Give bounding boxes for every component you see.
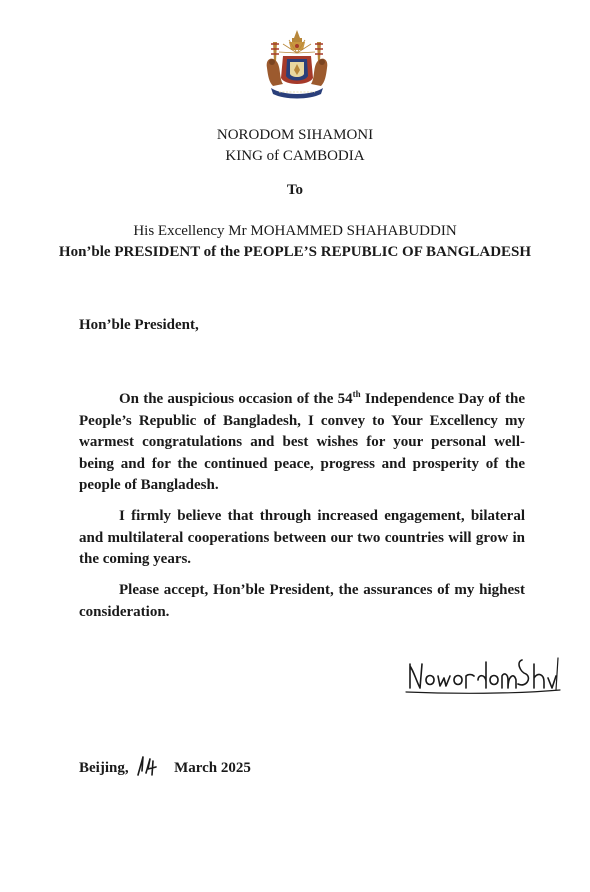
paragraph-1-start: On the auspicious occasion of the 54 <box>119 391 353 407</box>
to-label: To <box>286 182 304 198</box>
recipient-block <box>0 221 590 263</box>
paragraph-2 <box>79 506 525 571</box>
sender-block <box>0 125 590 167</box>
handwritten-signature-icon <box>404 650 564 698</box>
paragraph-3-text: Please accept, Hon’ble President, the assurances of my highest consideration. <box>79 582 525 620</box>
sender-title: KING of CAMBODIA <box>225 148 365 164</box>
sender-name: NORODOM SIHAMONI <box>216 127 374 143</box>
recipient-honorific: His Excellency Mr <box>133 223 251 239</box>
recipient-line-1 <box>0 221 590 242</box>
paragraph-1 <box>79 389 525 497</box>
ordinal-suffix: th <box>352 389 361 399</box>
place: Beijing, <box>79 760 129 776</box>
month-year: March 2025 <box>174 760 251 776</box>
recipient-line-2: Hon’ble PRESIDENT of the PEOPLE’S REPUBLIC OF BANGLADESH <box>58 244 532 260</box>
recipient-name: MOHAMMED SHAHABUDDIN <box>250 223 457 239</box>
paragraph-1-rest: Independence Day of the People’s Republic of Bangladesh, I convey to Your Excellency my warmest congratulations and best wishes for your personal well-being and for the continued peace, progress and prosperity of the people of Bangladesh. <box>79 391 525 493</box>
date-line <box>79 755 251 777</box>
royal-arms-of-cambodia-icon <box>259 28 335 104</box>
paragraph-3 <box>79 580 525 623</box>
salutation: Hon’ble President, <box>79 317 199 333</box>
paragraph-2-text: I firmly believe that through increased engagement, bilateral and multilateral cooperations between our two countries will grow in the coming years. <box>79 508 525 567</box>
handwritten-day <box>134 755 164 777</box>
